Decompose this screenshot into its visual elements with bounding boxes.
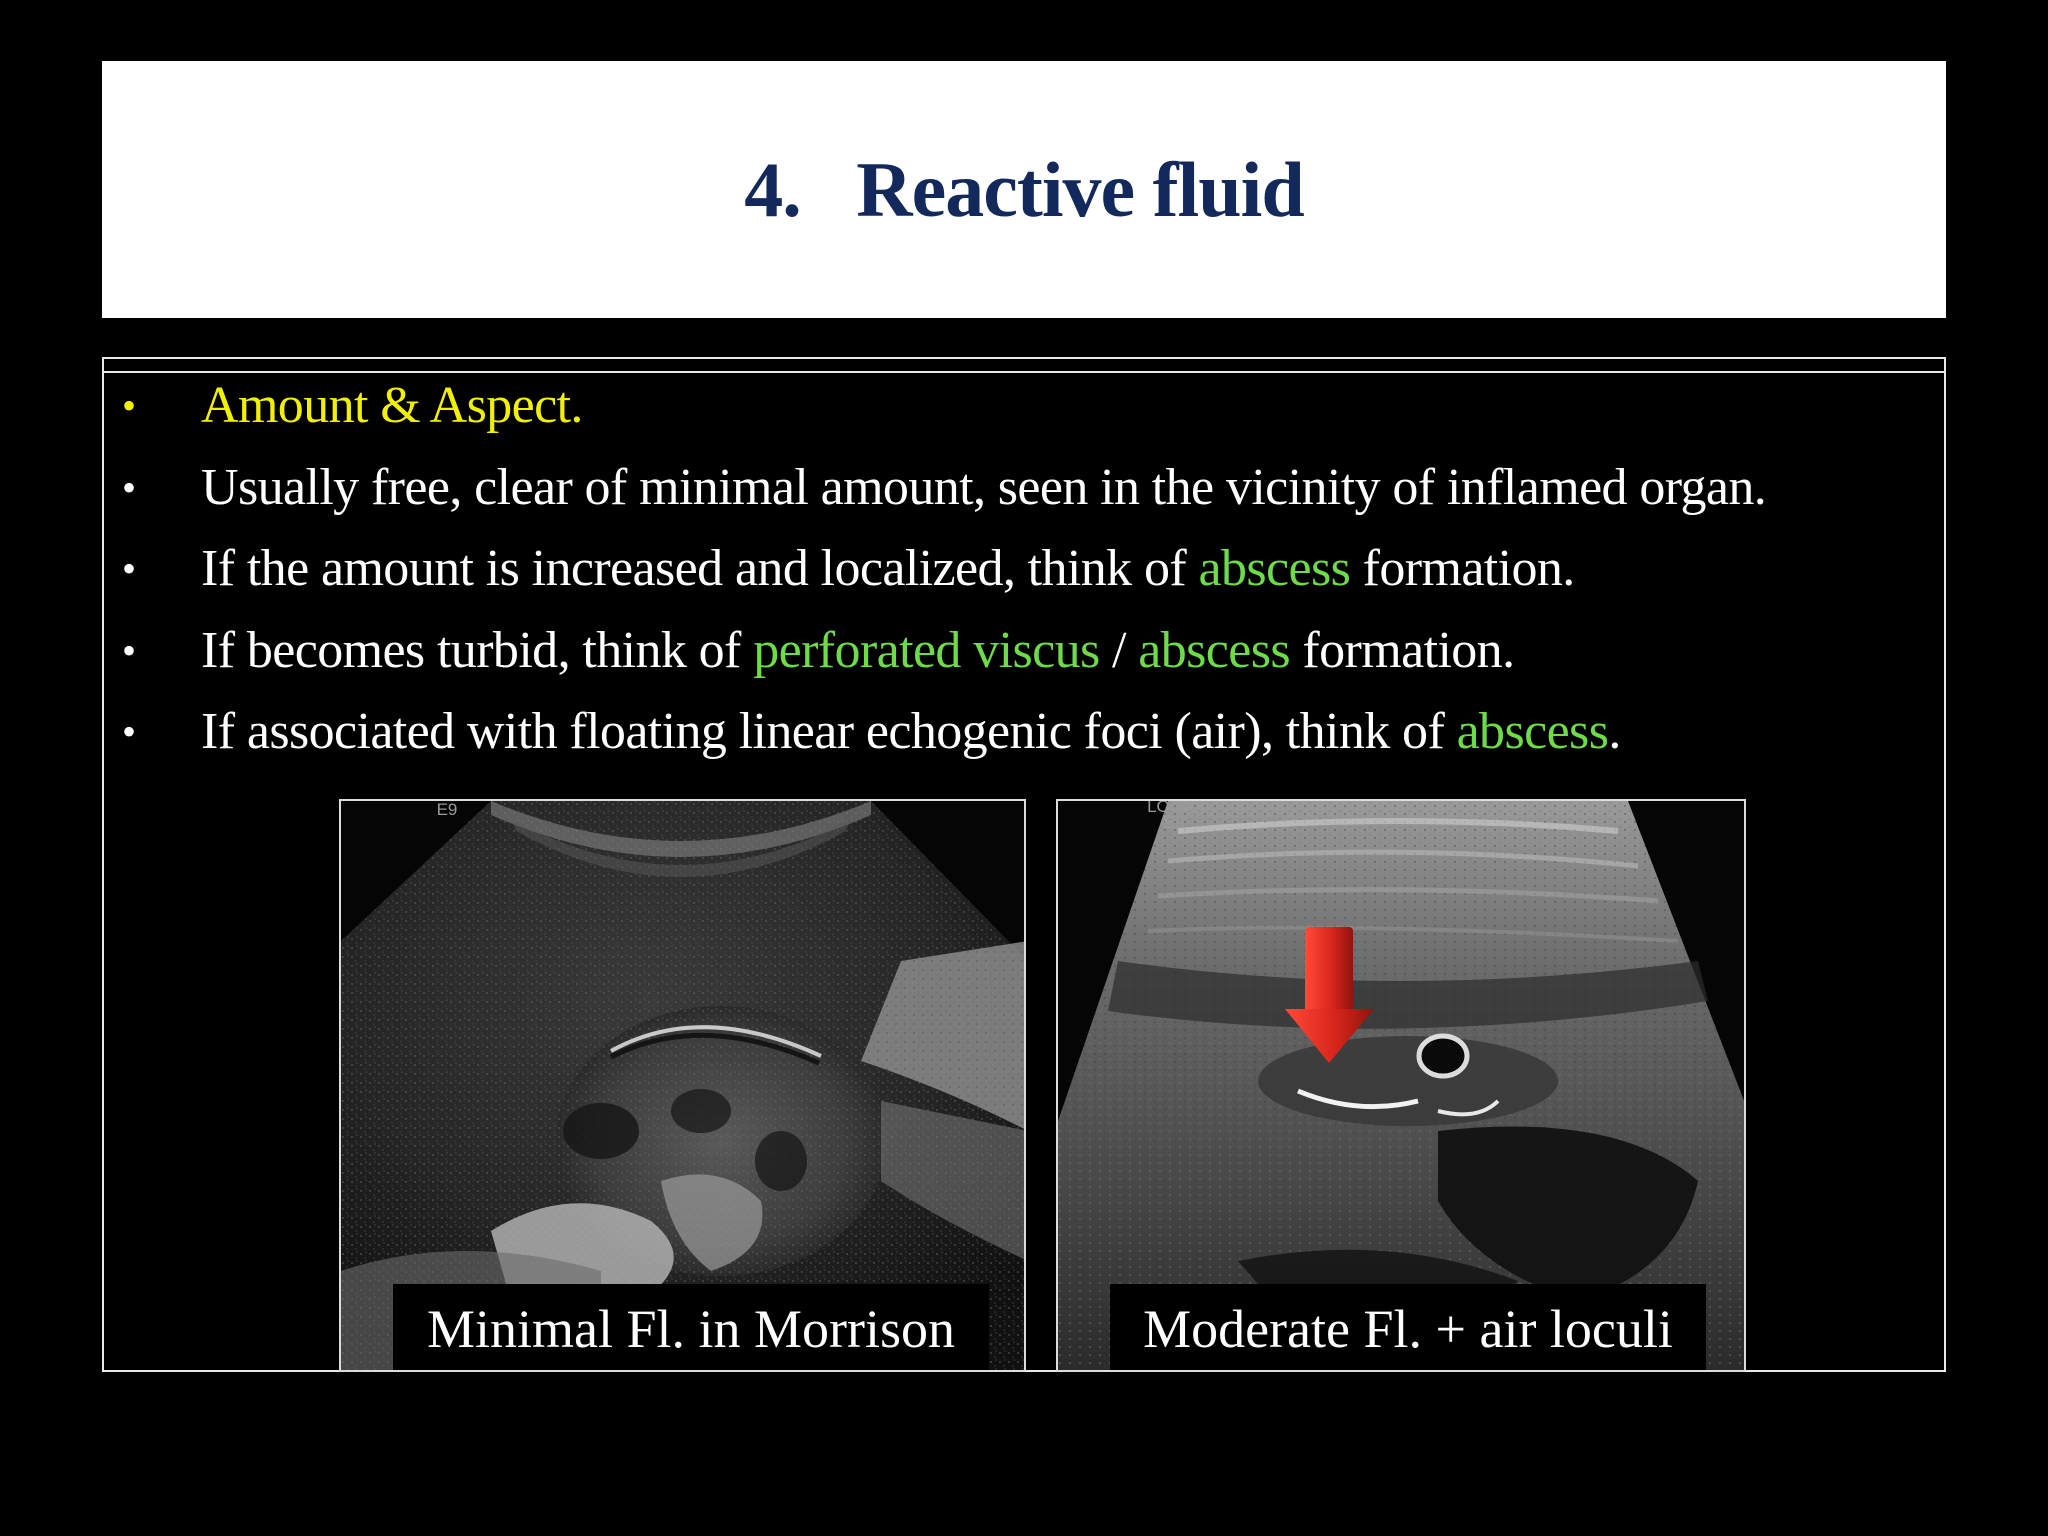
bullet-text-segment: / [1099,621,1139,679]
scanner-label: E9 [436,800,458,819]
bullet-text-segment: formation. [1350,540,1575,597]
bullet-text-segment: abscess [1138,621,1291,679]
bullet-dot: • [122,709,136,754]
title-banner [102,61,1946,318]
bullet-text [201,696,1621,768]
bullet-text-segment: If the amount is increased and localized, think of [201,540,1199,597]
bullet-item [102,452,1942,534]
bullet-item [102,615,1942,697]
slide-title: 4. Reactive fluid [744,145,1304,233]
bullet-item [102,696,1942,778]
bullet-text-segment: abscess [1456,703,1609,760]
bullet-text-segment: abscess [1198,540,1351,597]
bullet-text-segment: . [1608,703,1621,760]
bullet-text [201,370,583,442]
ultrasound-image-morrison [339,799,1026,1372]
bullet-item [102,533,1942,615]
bullet-list [102,370,1942,778]
bullet-text-segment: Amount & Aspect. [201,377,583,434]
bullet-item [102,370,1942,452]
bullet-dot: • [122,383,136,428]
bullet-dot: • [122,546,136,591]
bullet-text [201,452,1766,524]
bullet-text-segment: If becomes turbid, think of [201,621,754,679]
bullet-dot: • [122,464,136,510]
image-caption: Moderate Fl. + air loculi [1110,1284,1706,1372]
bullet-text-segment: If associated with floating linear echogenic foci (air), think of [201,703,1457,760]
bullet-text [201,615,1515,687]
bullet-text-segment: perforated viscus [753,621,1100,679]
bullet-text [201,533,1575,605]
scanner-label: LOGIQ E9 [1147,799,1201,832]
bullet-dot: • [122,627,136,673]
image-caption: Minimal Fl. in Morrison [393,1284,989,1372]
bullet-text-segment: formation. [1290,621,1515,679]
ultrasound-image-air-loculi [1056,799,1746,1372]
bullet-text-segment: Usually free, clear of minimal amount, seen in the vicinity of inflamed organ. [201,458,1767,516]
